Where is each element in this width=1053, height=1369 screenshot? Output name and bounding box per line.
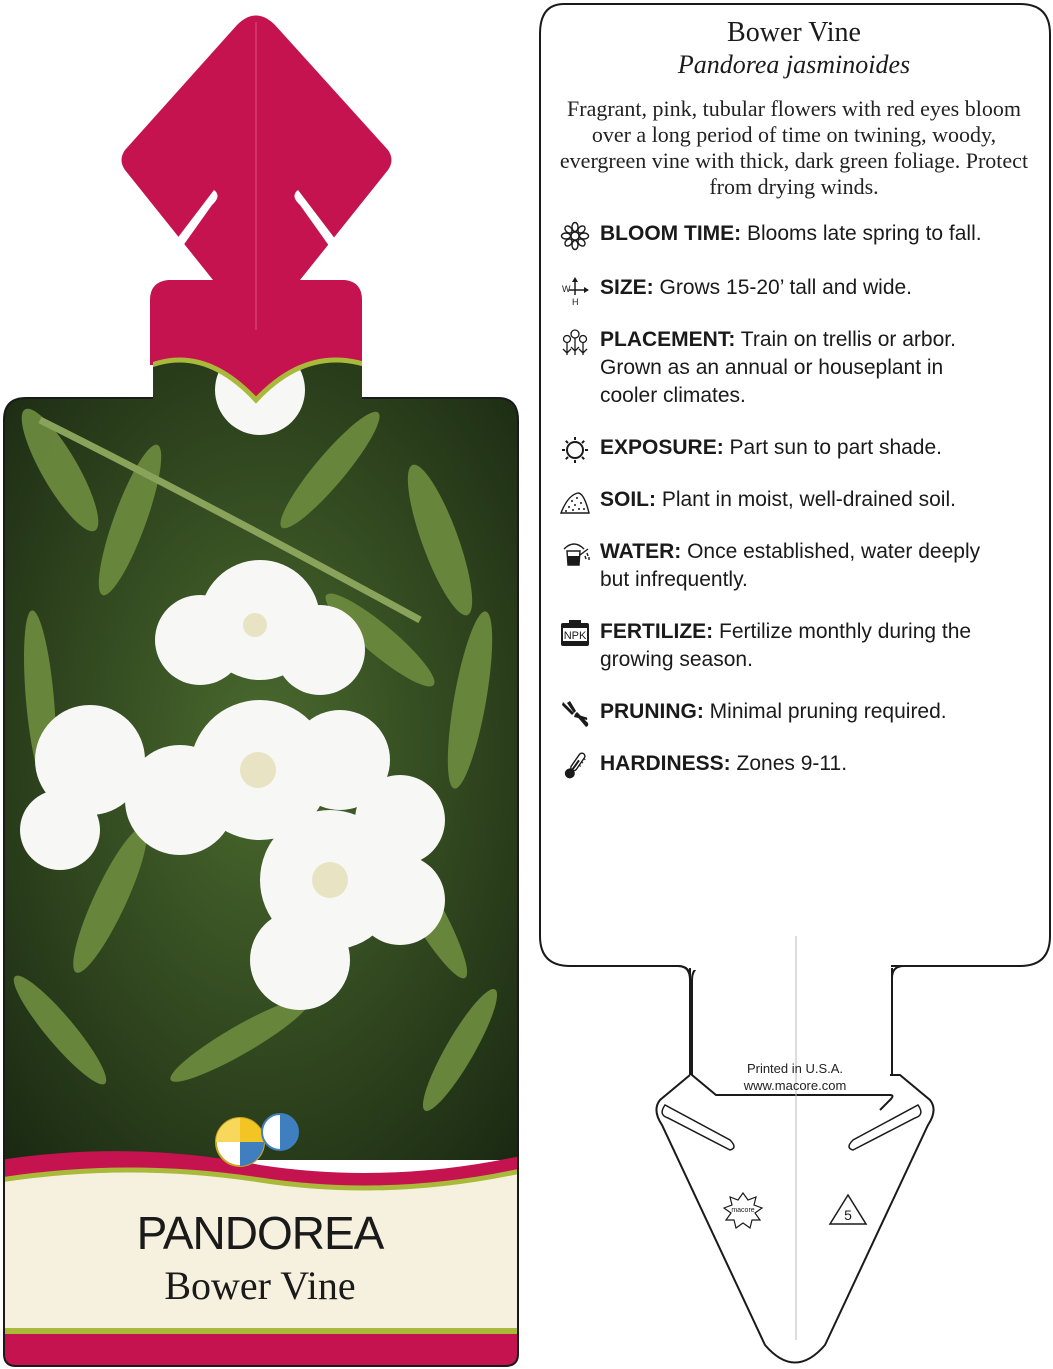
plant-description: Fragrant, pink, tubular flowers with red eyes bloom over a long period of time on twining, woody, evergreen vine with thick, dark green foliage. Protect from drying winds. <box>559 96 1029 199</box>
npk-fertilizer-icon <box>560 619 590 649</box>
botanical-name: Pandorea jasminoides <box>677 50 911 79</box>
bloom-time-text: Blooms late spring to fall. <box>741 222 982 245</box>
svg-text:5: 5 <box>844 1207 852 1223</box>
svg-text:H: H <box>572 297 579 305</box>
svg-text:W: W <box>562 284 571 294</box>
water-text: Once established, water deeply <box>681 540 981 563</box>
imprint-website: www.macore.com <box>743 1078 847 1093</box>
care-fertilize <box>548 618 1040 674</box>
imprint-country: Printed in U.S.A. <box>746 1061 844 1076</box>
care-pruning <box>548 698 1040 726</box>
care-hardiness <box>548 750 1040 778</box>
hardiness-label: HARDINESS: <box>600 752 731 775</box>
recycle-5-icon <box>830 1195 866 1224</box>
thermometer-icon <box>560 751 590 781</box>
soil-text: Plant in moist, well-drained soil. <box>656 488 956 511</box>
back-stake-sides <box>690 968 892 1075</box>
stake-slot-left <box>662 1105 734 1150</box>
svg-text:macore: macore <box>731 1207 755 1214</box>
placement-text: Train on trellis or arbor. <box>735 328 956 351</box>
fertilize-text: Fertilize monthly during the <box>713 620 972 643</box>
pruners-icon <box>560 699 590 729</box>
care-bloom-time <box>548 220 1040 248</box>
care-instructions <box>548 220 1040 778</box>
sun-icon <box>560 435 590 465</box>
bloom-time-label: BLOOM TIME: <box>600 222 742 245</box>
water-text-cont: but infrequently. <box>600 568 748 591</box>
size-arrows-icon <box>560 275 590 305</box>
watering-can-icon <box>560 539 590 569</box>
fertilize-text-cont: growing season. <box>600 648 753 671</box>
exposure-label: EXPOSURE: <box>600 436 724 459</box>
hardiness-text: Zones 9-11. <box>730 752 848 775</box>
water-label: WATER: <box>600 540 682 563</box>
size-label: SIZE: <box>600 276 654 299</box>
placement-label: PLACEMENT: <box>600 328 736 351</box>
soil-mound-icon <box>560 487 590 517</box>
front-common-name: Bower Vine <box>164 1263 356 1308</box>
flower-icon <box>560 221 590 251</box>
front-genus-title: PANDOREA <box>136 1207 384 1259</box>
fertilize-label: FERTILIZE: <box>600 620 714 643</box>
svg-text:NPK: NPK <box>563 630 587 642</box>
care-soil <box>548 486 1040 514</box>
bottom-magenta-band <box>0 1334 525 1369</box>
pruning-text: Minimal pruning required. <box>703 700 947 723</box>
back-tag-stake <box>656 1075 933 1363</box>
stake-slot-right <box>849 1105 921 1150</box>
care-water <box>548 538 1040 594</box>
care-size <box>548 274 1040 305</box>
size-text: Grows 15-20’ tall and wide. <box>653 276 913 299</box>
pruning-label: PRUNING: <box>600 700 704 723</box>
macore-logo-icon <box>724 1193 762 1228</box>
plants-placement-icon <box>560 327 590 357</box>
care-placement <box>548 326 1040 410</box>
front-tag <box>0 0 525 1369</box>
care-exposure <box>548 434 1040 462</box>
back-content <box>548 14 1040 778</box>
placement-text-cont: Grown as an annual or houseplant in cooler climates. <box>600 356 944 407</box>
soil-label: SOIL: <box>600 488 656 511</box>
bottom-lime-line <box>0 1328 525 1334</box>
exposure-text: Part sun to part shade. <box>723 436 942 459</box>
printer-imprint <box>700 1060 890 1094</box>
back-common-name: Bower Vine <box>727 17 861 48</box>
